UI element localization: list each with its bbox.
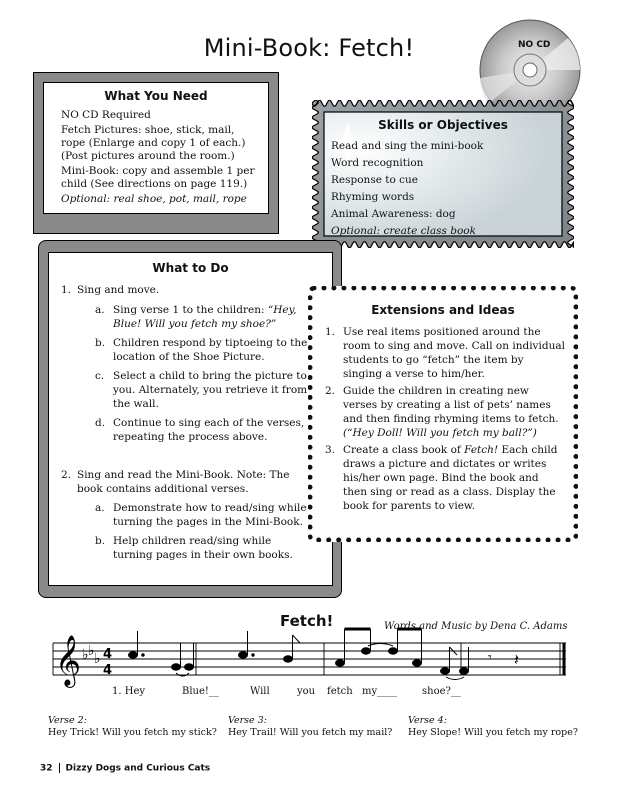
extension-item-2: 2. Guide the children in creating new verses by creating a list of pets’ names and then finding rhyming items to fetch. (“Hey Doll! Will you fetch my ball?”) (325, 385, 559, 439)
skill-item: Optional: create class book (331, 225, 476, 237)
eighth-rest-icon: 𝄾 (488, 650, 492, 666)
lyric-word: shoe?__ (422, 686, 461, 697)
skill-item: Response to cue (331, 174, 418, 186)
verse-4-label: Verse 4: (408, 715, 447, 726)
page-footer (40, 763, 210, 774)
time-signature-bottom: 4 (103, 663, 113, 678)
page-title: Mini-Book: Fetch! (203, 34, 415, 62)
extensions-heading: Extensions and Ideas (371, 303, 515, 317)
time-signature-top: 4 (103, 647, 113, 662)
note (129, 652, 138, 658)
note (389, 648, 398, 654)
what-you-need-box (43, 82, 269, 214)
need-line: NO CD Required (61, 109, 151, 121)
note-dot (142, 654, 144, 656)
step-1a: a. Sing verse 1 to the children: “Hey, Blue! Will you fetch my shoe?” (95, 304, 297, 330)
extensions-box (308, 286, 578, 542)
footer-divider (59, 763, 60, 773)
book-title: Dizzy Dogs and Curious Cats (65, 763, 211, 774)
step-2a: a. Demonstrate how to read/sing while turning the pages in the Mini-Book. (95, 502, 307, 528)
skills-heading: Skills or Objectives (378, 118, 508, 132)
what-to-do-box (48, 252, 333, 586)
song-title: Fetch! (280, 612, 334, 630)
lyric-word: Blue!__ (182, 686, 219, 697)
lyric-word: fetch (327, 686, 353, 697)
tie (446, 677, 464, 680)
note (172, 664, 181, 670)
note (185, 664, 194, 670)
verse-4-text: Hey Slope! Will you fetch my rope? (408, 727, 578, 738)
skills-box (324, 112, 562, 236)
verse-2-label: Verse 2: (48, 715, 87, 726)
note (239, 652, 248, 658)
tie (176, 673, 189, 676)
step-1: 1. Sing and move. (61, 284, 160, 296)
note (413, 660, 422, 666)
need-line: Optional: real shoe, pot, mail, rope (61, 193, 247, 205)
skill-item: Word recognition (331, 157, 424, 169)
page-number: 32 (40, 763, 53, 774)
cd-label: NO CD (518, 40, 551, 50)
skill-item: Read and sing the mini-book (331, 140, 484, 152)
need-line: Fetch Pictures: shoe, stick, mail, rope (Enlarge and copy 1 of each.) (Post pictures around the room.) (61, 124, 246, 162)
step-1c: c. Select a child to bring the picture to you. Alternately, you retrieve it from the wall. (95, 370, 308, 410)
note-dot (252, 654, 254, 656)
what-to-do-heading: What to Do (152, 261, 229, 275)
flat-icon: ♭ (88, 643, 95, 659)
song-credit: Words and Music by Dena C. Adams (384, 621, 568, 632)
skill-item: Animal Awareness: dog (331, 208, 456, 220)
step-2b: b. Help children read/sing while turning pages in their own books. (95, 535, 293, 561)
treble-clef-icon: 𝄞 (55, 635, 82, 686)
verse-3-text: Hey Trail! Will you fetch my mail? (228, 727, 393, 738)
quarter-rest-icon: 𝄽 (514, 650, 519, 669)
note (362, 648, 371, 654)
step-1d: d. Continue to sing each of the verses, repeating the process above. (95, 417, 305, 443)
flat-icon: ♭ (82, 647, 89, 663)
note (441, 668, 450, 674)
note (336, 660, 345, 666)
tie (368, 644, 393, 647)
note (460, 668, 469, 674)
extension-item-1: 1. Use real items positioned around the room to sing and move. Call on individual students to go “fetch” the item by singing a verse to him/her. (325, 326, 565, 380)
lyric-word: 1. Hey (112, 686, 146, 697)
verse-3-label: Verse 3: (228, 715, 267, 726)
note (284, 656, 293, 662)
step-2: 2. Sing and read the Mini-Book. Note: The book contains additional verses. (61, 469, 290, 495)
step-1b: b. Children respond by tiptoeing to the location of the Shoe Picture. (95, 337, 308, 363)
lyric-word: Will (250, 686, 270, 697)
extension-item-3: 3. Create a class book of Fetch! Each child draws a picture and dictates or writes his/her own page. Bind the book and then sing or read as a class. Display the book for parents to view. (325, 444, 558, 512)
what-you-need-heading: What You Need (104, 89, 208, 103)
flat-icon: ♭ (94, 651, 101, 667)
verse-2-text: Hey Trick! Will you fetch my stick? (48, 727, 217, 738)
note-flag (293, 635, 301, 643)
lyric-word: you (297, 686, 316, 697)
need-line: Mini-Book: copy and assemble 1 per child (See directions on page 119.) (61, 165, 255, 190)
skill-item: Rhyming words (331, 191, 415, 203)
lyric-word: my____ (362, 686, 398, 697)
